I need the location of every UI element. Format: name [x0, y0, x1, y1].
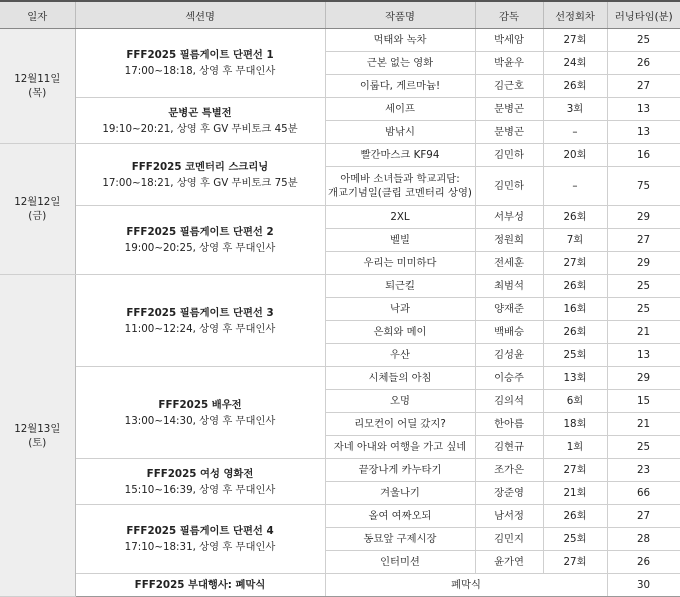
film-title-line: 개교기념일(클립 코멘터리 상영) [328, 187, 472, 199]
director: 박윤우 [475, 52, 543, 75]
film-title-line: 은희와 메이 [373, 326, 427, 338]
date-cell [0, 144, 75, 275]
runtime: 21 [607, 413, 680, 436]
film-title-line: 벨빌 [390, 234, 410, 246]
table-row [0, 505, 680, 528]
film-title [325, 390, 475, 413]
film-title [325, 29, 475, 52]
film-title-line: 2XL [390, 211, 410, 223]
runtime: 27 [607, 229, 680, 252]
runtime: 30 [607, 574, 680, 597]
runtime: 29 [607, 367, 680, 390]
director: 양재준 [475, 298, 543, 321]
selection-round: 25회 [543, 528, 607, 551]
section-cell [75, 275, 325, 367]
selection-round: 26회 [543, 75, 607, 98]
section-time: 13:00~14:30, 상영 후 무대인사 [124, 414, 276, 427]
film-title [325, 344, 475, 367]
selection-round: 27회 [543, 459, 607, 482]
section-title: FFF2025 필름게이트 단편선 4 [126, 525, 274, 537]
director: 전세훈 [475, 252, 543, 275]
runtime: 28 [607, 528, 680, 551]
table-row [0, 459, 680, 482]
film-title [325, 167, 475, 206]
film-title-line: 세이프 [385, 103, 415, 115]
runtime: 26 [607, 551, 680, 574]
film-title [325, 252, 475, 275]
runtime: 27 [607, 505, 680, 528]
section-cell [75, 206, 325, 275]
section-time: 15:10~16:39, 상영 후 무대인사 [124, 483, 276, 496]
section-title: 문병곤 특별전 [168, 106, 232, 119]
film-title-line: 빨간마스크 KF94 [360, 149, 440, 161]
selection-round: – [543, 167, 607, 206]
film-title-line: 리모컨이 어딜 갔지? [354, 418, 446, 430]
section-title: FFF2025 여성 영화전 [146, 467, 254, 480]
film-title-line: 동묘앞 구제시장 [363, 533, 437, 545]
film-title [325, 206, 475, 229]
director: 남서정 [475, 505, 543, 528]
director: 박세암 [475, 29, 543, 52]
film-title [325, 229, 475, 252]
director: 서부성 [475, 206, 543, 229]
film-title [325, 436, 475, 459]
film-title-line: 우리는 미미하다 [363, 257, 437, 269]
runtime: 13 [607, 121, 680, 144]
date-cell [0, 275, 75, 597]
runtime: 25 [607, 298, 680, 321]
film-title [325, 459, 475, 482]
selection-round: 25회 [543, 344, 607, 367]
selection-round: 7회 [543, 229, 607, 252]
section-cell [75, 367, 325, 459]
film-title-line: 우산 [390, 349, 410, 361]
section-time: 17:10~18:31, 상영 후 무대인사 [124, 541, 276, 553]
event-title: 폐막식 [325, 574, 607, 597]
selection-round: 18회 [543, 413, 607, 436]
runtime: 25 [607, 29, 680, 52]
film-title-line: 밤낚시 [385, 126, 415, 138]
runtime: 29 [607, 252, 680, 275]
section-title: FFF2025 배우전 [158, 398, 242, 411]
film-title [325, 413, 475, 436]
film-title-line: 먹태와 녹차 [373, 34, 427, 46]
runtime: 13 [607, 344, 680, 367]
director: 한아름 [475, 413, 543, 436]
film-title-line: 아메바 소녀들과 학교괴담: [340, 173, 460, 185]
selection-round: 21회 [543, 482, 607, 505]
film-title [325, 298, 475, 321]
film-title-line: 올여 여짜오되 [368, 510, 432, 522]
section-cell [75, 29, 325, 98]
film-title [325, 321, 475, 344]
runtime: 13 [607, 98, 680, 121]
header-row [0, 1, 680, 29]
director: 김민하 [475, 144, 543, 167]
film-title-line: 끝장나게 카누타기 [358, 464, 442, 476]
film-title-line: 근본 없는 영화 [366, 57, 434, 69]
header-title: 작품명 [325, 1, 475, 29]
section-time: 11:00~12:24, 상영 후 무대인사 [124, 322, 276, 335]
director: 김민하 [475, 167, 543, 206]
table-row [0, 574, 680, 597]
director: 정원희 [475, 229, 543, 252]
director: 문병곤 [475, 121, 543, 144]
film-title-line: 겨울나기 [380, 487, 420, 499]
film-title [325, 52, 475, 75]
section-time: 17:00~18:21, 상영 후 GV 무비토크 75분 [102, 176, 298, 189]
date-line: (토) [28, 436, 47, 449]
film-title [325, 367, 475, 390]
schedule-body [0, 29, 680, 597]
film-title [325, 98, 475, 121]
runtime: 25 [607, 436, 680, 459]
director: 문병곤 [475, 98, 543, 121]
section-title: FFF2025 필름게이트 단편선 1 [126, 49, 274, 61]
selection-round: 20회 [543, 144, 607, 167]
date-line: 12월12일 [14, 196, 61, 208]
section-cell [75, 505, 325, 574]
date-line: (금) [28, 210, 47, 222]
selection-round: 26회 [543, 505, 607, 528]
section-title: FFF2025 필름게이트 단편선 3 [126, 306, 274, 319]
section-cell [75, 98, 325, 144]
section-title: FFF2025 코멘터리 스크리닝 [131, 160, 269, 173]
header-section: 섹션명 [75, 1, 325, 29]
table-row [0, 206, 680, 229]
film-title [325, 528, 475, 551]
runtime: 25 [607, 275, 680, 298]
director: 이승주 [475, 367, 543, 390]
selection-round: 26회 [543, 206, 607, 229]
selection-round: – [543, 121, 607, 144]
date-line: 12월11일 [14, 73, 61, 85]
table-row [0, 98, 680, 121]
runtime: 15 [607, 390, 680, 413]
film-title-line: 이룹다, 게르마늄! [359, 80, 441, 92]
runtime: 23 [607, 459, 680, 482]
selection-round: 27회 [543, 29, 607, 52]
selection-round: 6회 [543, 390, 607, 413]
runtime: 29 [607, 206, 680, 229]
header-date: 일자 [0, 1, 75, 29]
table-row [0, 29, 680, 52]
director: 윤가연 [475, 551, 543, 574]
selection-round: 13회 [543, 367, 607, 390]
table-row [0, 367, 680, 390]
director: 김의석 [475, 390, 543, 413]
selection-round: 27회 [543, 551, 607, 574]
selection-round: 3회 [543, 98, 607, 121]
film-title-line: 퇴근킬 [385, 280, 415, 292]
runtime: 21 [607, 321, 680, 344]
film-title-line: 오멍 [390, 395, 410, 407]
runtime: 75 [607, 167, 680, 206]
director: 김근호 [475, 75, 543, 98]
header-round: 선정회차 [543, 1, 607, 29]
section-time: 19:00~20:25, 상영 후 무대인사 [124, 242, 276, 254]
director: 김성윤 [475, 344, 543, 367]
header-runtime: 러닝타임(분) [607, 1, 680, 29]
selection-round: 27회 [543, 252, 607, 275]
selection-round: 1회 [543, 436, 607, 459]
director: 백배승 [475, 321, 543, 344]
director: 김민지 [475, 528, 543, 551]
film-title [325, 75, 475, 98]
selection-round: 26회 [543, 275, 607, 298]
film-title [325, 482, 475, 505]
table-row [0, 275, 680, 298]
film-title [325, 275, 475, 298]
section-cell [75, 144, 325, 206]
header-director: 감독 [475, 1, 543, 29]
film-title-line: 낙과 [390, 303, 410, 315]
director: 장준영 [475, 482, 543, 505]
director: 조가은 [475, 459, 543, 482]
film-title [325, 144, 475, 167]
section-cell [75, 574, 325, 597]
selection-round: 16회 [543, 298, 607, 321]
director: 김현규 [475, 436, 543, 459]
section-cell [75, 459, 325, 505]
selection-round: 24회 [543, 52, 607, 75]
section-title: FFF2025 부대행사: 폐막식 [134, 579, 266, 591]
runtime: 26 [607, 52, 680, 75]
runtime: 66 [607, 482, 680, 505]
film-title [325, 551, 475, 574]
film-title-line: 인터미션 [380, 556, 420, 568]
section-time: 19:10~20:21, 상영 후 GV 무비토크 45분 [102, 122, 298, 135]
film-title-line: 자네 아내와 여행을 가고 싶네 [333, 441, 467, 453]
section-title: FFF2025 필름게이트 단편선 2 [126, 226, 274, 238]
film-title [325, 121, 475, 144]
film-title [325, 505, 475, 528]
date-line: (목) [28, 87, 47, 99]
table-row [0, 144, 680, 167]
selection-round: 26회 [543, 321, 607, 344]
date-cell [0, 29, 75, 144]
film-title-line: 시체들의 아침 [368, 372, 432, 384]
runtime: 16 [607, 144, 680, 167]
runtime: 27 [607, 75, 680, 98]
date-line: 12월13일 [14, 422, 61, 435]
director: 최범석 [475, 275, 543, 298]
section-time: 17:00~18:18, 상영 후 무대인사 [124, 65, 276, 77]
